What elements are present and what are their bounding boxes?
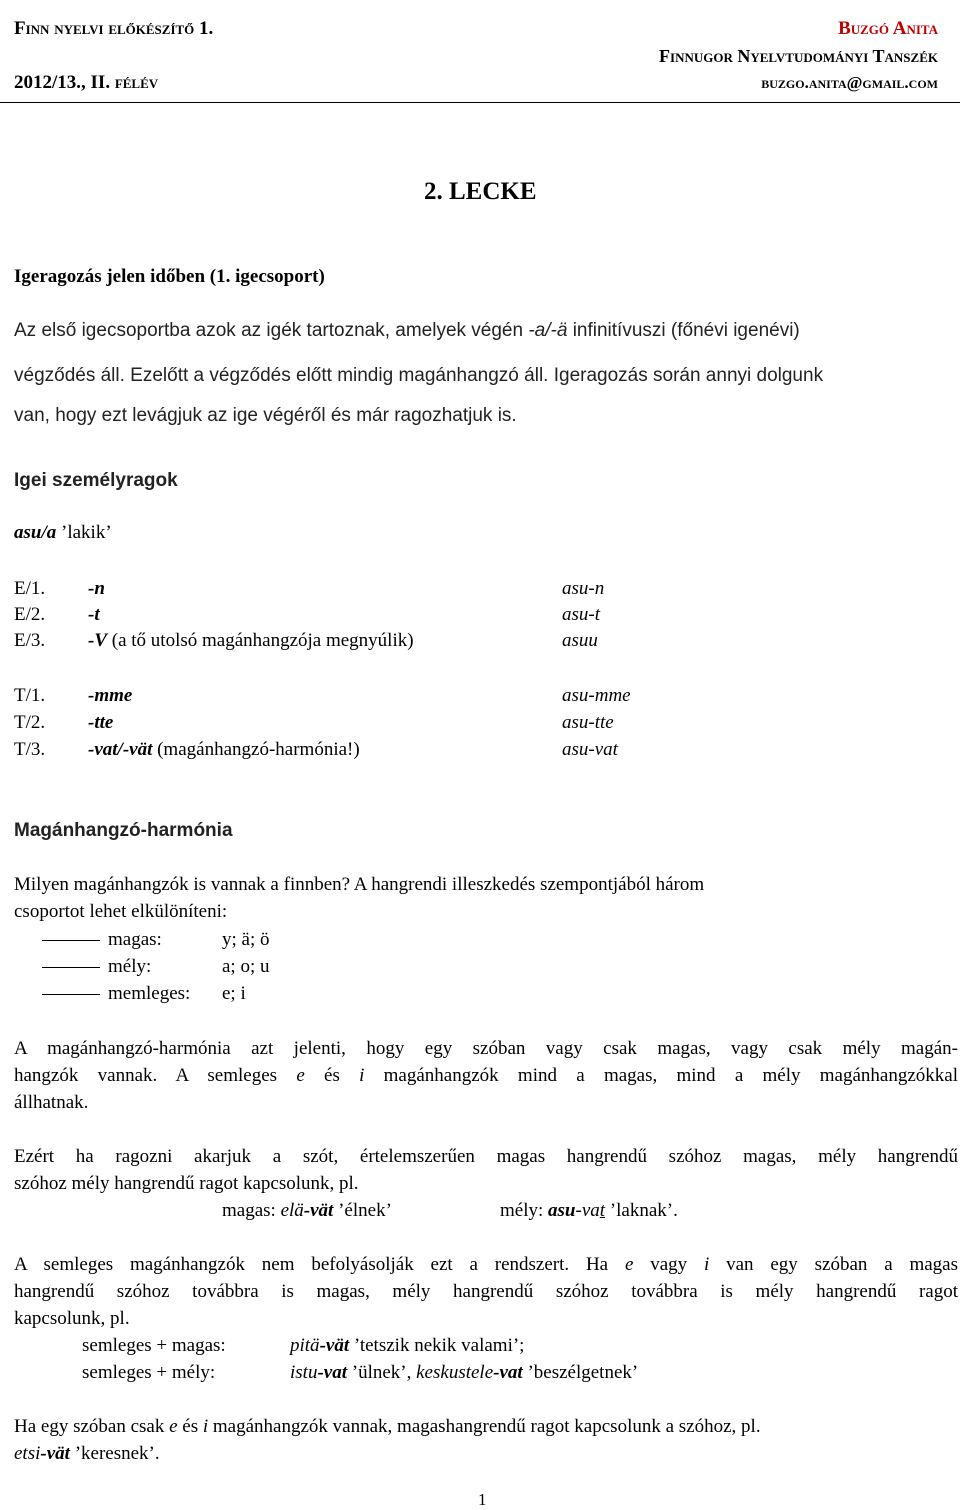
paragraph-line: A magánhangzó-harmónia azt jelenti, hogy egy szóban vagy csak magas, vagy csak mély magán- xyxy=(14,1038,958,1059)
person-label: T/1. xyxy=(14,685,46,706)
person-label: E/3. xyxy=(14,630,46,651)
paragraph-line: végződés áll. Ezelőtt a végződés előtt mindig magánhangzó áll. Igeragozás során annyi dolgunk xyxy=(14,365,824,386)
person-label: T/2. xyxy=(14,712,46,733)
conjugated-form: asu-n xyxy=(562,578,605,599)
suffix-cell: -vat/-vät (magánhangzó-harmónia!) xyxy=(88,739,360,760)
suffix-cell: -n xyxy=(88,578,105,599)
paragraph-line: szóhoz mély hangrendű ragot kapcsolunk, pl. xyxy=(14,1173,359,1194)
semester: 2012/13., II. félév xyxy=(14,72,159,93)
vowel-group-low: mély: xyxy=(42,956,151,978)
course-title: Finn nyelvi előkészítő 1. xyxy=(14,18,214,39)
suffix-cell: -V (a tő utolsó magánhangzója megnyúlik) xyxy=(88,630,414,651)
page-number: 1 xyxy=(478,1490,487,1509)
suffix-cell: -mme xyxy=(88,685,133,706)
paragraph-line: A semleges magánhangzók nem befolyásolják ezt a rendszert. Ha e vagy i van egy szóban a magas xyxy=(14,1254,958,1275)
conjugated-form: asu-t xyxy=(562,604,600,625)
conjugated-form: asu-mme xyxy=(562,685,631,706)
list-dash xyxy=(42,967,100,968)
paragraph-line: etsi-vät ’keresnek’. xyxy=(14,1443,160,1464)
author-name: Buzgó Anita xyxy=(838,18,938,39)
paragraph-line: Az első igecsoportba azok az igék tartoznak, amelyek végén -a/-ä infinitívuszi (főnévi igenévi) xyxy=(14,320,800,341)
list-dash xyxy=(42,994,100,995)
example-neutral-low: istu-vat ’ülnek’, keskustele-vat ’beszélgetnek’ xyxy=(290,1362,639,1383)
conjugated-form: asuu xyxy=(562,630,598,651)
section-title-conjugation: Igeragozás jelen időben (1. igecsoport) xyxy=(14,266,325,287)
paragraph-line: van, hogy ezt levágjuk az ige végéről és már ragozhatjuk is. xyxy=(14,405,517,426)
paragraph-line: hangzók vannak. A semleges e és i magánhangzók mind a magas, mind a mély magánhangzókkal xyxy=(14,1065,958,1086)
suffix-cell: -tte xyxy=(88,712,114,733)
example-high: magas: elä-vät ’élnek’ xyxy=(222,1200,392,1221)
author-email[interactable]: buzgo.anita@gmail.com xyxy=(761,73,938,92)
paragraph-line: Ezért ha ragozni akarjuk a szót, értelemszerűen magas hangrendű szóhoz magas, mély hangrendű xyxy=(14,1146,958,1167)
person-label: E/2. xyxy=(14,604,46,625)
example-neutral-high: pitä-vät ’tetszik nekik valami’; xyxy=(290,1335,525,1356)
vowel-group-neutral: memleges: xyxy=(42,983,190,1005)
example-low: mély: asu-vat ’laknak’. xyxy=(500,1200,678,1221)
person-label: E/1. xyxy=(14,578,46,599)
vowel-group-high: magas: xyxy=(42,929,162,951)
vowel-list: y; ä; ö xyxy=(222,929,270,950)
example-label: semleges + mély: xyxy=(82,1362,216,1383)
list-dash xyxy=(42,940,100,941)
paragraph-line: kapcsolunk, pl. xyxy=(14,1308,130,1329)
paragraph-line: Ha egy szóban csak e és i magánhangzók vannak, magashangrendű ragot kapcsolunk a szóhoz, pl. xyxy=(14,1416,761,1437)
suffix-cell: -t xyxy=(88,604,100,625)
example-verb: asu/a ’lakik’ xyxy=(14,522,112,543)
example-label: semleges + magas: xyxy=(82,1335,226,1356)
section-title-vowel-harmony: Magánhangzó-harmónia xyxy=(14,820,233,841)
paragraph-line: Milyen magánhangzók is vannak a finnben? A hangrendi illeszkedés szempontjából három xyxy=(14,874,705,895)
vowel-list: e; i xyxy=(222,983,246,1004)
vowel-list: a; o; u xyxy=(222,956,270,977)
lesson-title: 2. LECKE xyxy=(424,178,537,205)
paragraph-line: csoportot lehet elkülöníteni: xyxy=(14,901,228,922)
conjugated-form: asu-tte xyxy=(562,712,614,733)
paragraph-line: állhatnak. xyxy=(14,1092,89,1113)
department: Finnugor Nyelvtudományi Tanszék xyxy=(659,46,938,66)
paragraph-line: hangrendű szóhoz továbbra is magas, mély hangrendű szóhoz továbbra is mély hangrendű ragot xyxy=(14,1281,958,1302)
page-header xyxy=(0,0,960,103)
person-label: T/3. xyxy=(14,739,46,760)
section-title-suffixes: Igei személyragok xyxy=(14,470,178,491)
conjugated-form: asu-vat xyxy=(562,739,618,760)
